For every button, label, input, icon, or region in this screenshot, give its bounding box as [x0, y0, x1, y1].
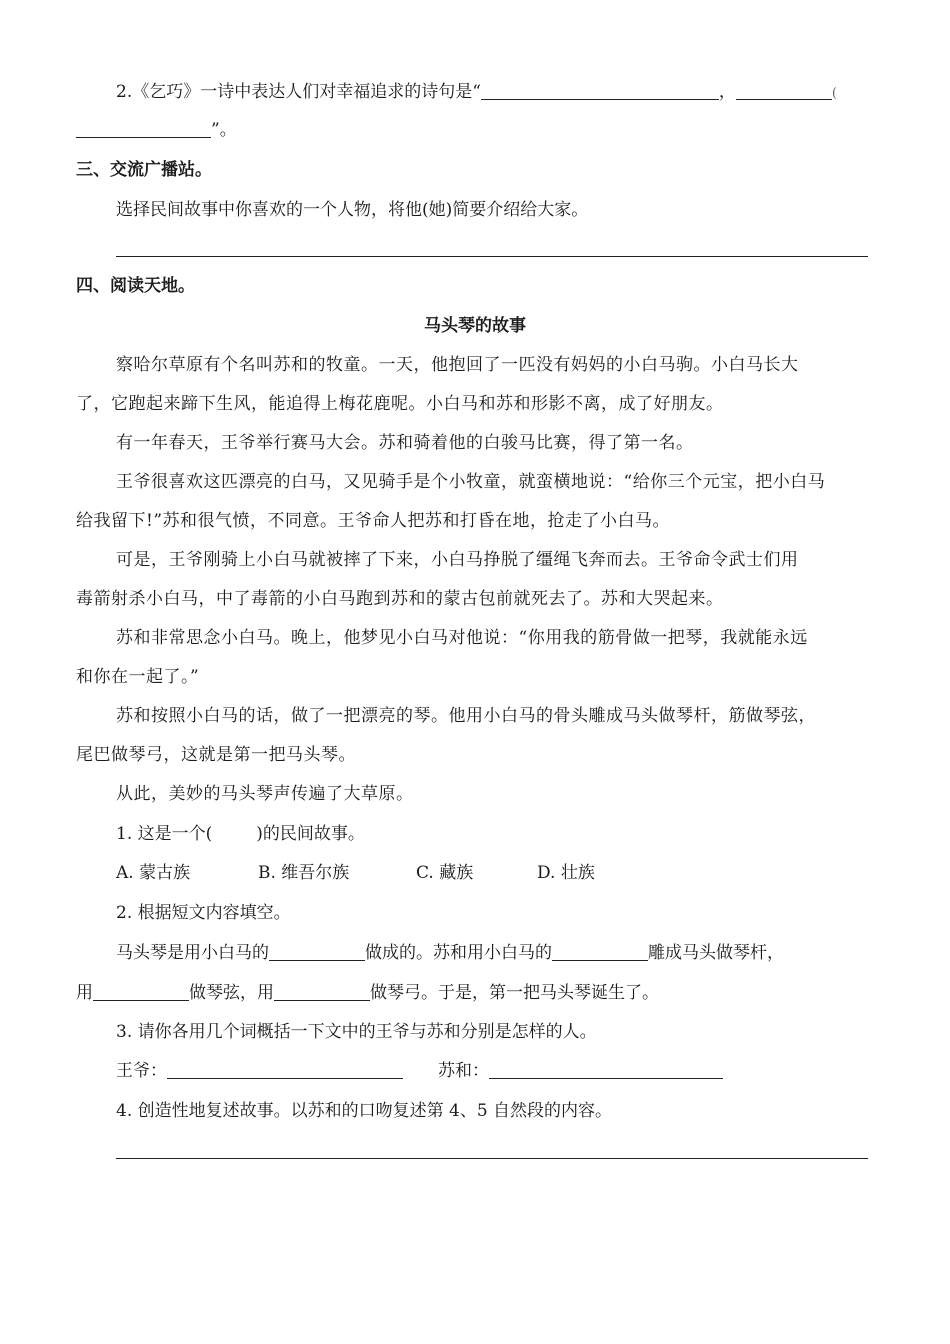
cut-off-char: (	[831, 86, 837, 101]
q3-wangye-line	[116, 1059, 403, 1083]
q2-text-a: 马头琴是用小白马的	[116, 943, 269, 963]
q3-suhe-blank[interactable]	[489, 1060, 723, 1079]
story-title: 马头琴的故事	[424, 316, 526, 336]
q2-blank-4[interactable]	[274, 982, 370, 1001]
q2-blank-1[interactable]	[269, 942, 365, 961]
q2-text-e: 做琴弦，用	[189, 983, 274, 1003]
poem-answer-blank-1[interactable]	[481, 81, 719, 100]
q2-text-d: 用	[76, 983, 93, 1003]
poem-question-line-2	[76, 118, 237, 142]
poem-question-line	[116, 80, 837, 106]
q2-text-b: 做成的。苏和用小白马的	[365, 943, 552, 963]
section-4-heading: 四、阅读天地。	[76, 276, 195, 296]
option-c[interactable]: C. 藏族	[416, 863, 474, 883]
question-1	[116, 822, 365, 846]
q2-text-c: 雕成马头做琴杆，	[648, 943, 784, 963]
option-a[interactable]: A. 蒙古族	[116, 863, 191, 883]
story-line: 可是，王爷刚骑上小白马就被摔了下来，小白马挣脱了缰绳飞奔而去。王爷命令武士们用	[116, 550, 799, 570]
q3-wangye-blank[interactable]	[167, 1060, 403, 1079]
q2-blank-2[interactable]	[552, 942, 648, 961]
question-1-text-b: )的民间故事。	[256, 824, 365, 844]
q3-wangye-label: 王爷：	[116, 1061, 167, 1081]
story-line: 察哈尔草原有个名叫苏和的牧童。一天，他抱回了一匹没有妈妈的小白马驹。小白马长大	[116, 355, 799, 375]
poem-comma: ，	[718, 82, 736, 102]
question-2: 2. 根据短文内容填空。	[116, 903, 291, 923]
poem-question-text: 2.《乞巧》一诗中表达人们对幸福追求的诗句是“	[116, 82, 481, 102]
poem-answer-blank-2[interactable]	[736, 81, 832, 100]
poem-answer-blank-3[interactable]	[76, 119, 211, 138]
q2-text-f: 做琴弓。于是，第一把马头琴诞生了。	[370, 983, 659, 1003]
option-b[interactable]: B. 维吾尔族	[258, 863, 350, 883]
question-4: 4. 创造性地复述故事。以苏和的口吻复述第 4、5 自然段的内容。	[116, 1101, 613, 1121]
story-line: 尾巴做琴弓，这就是第一把马头琴。	[76, 745, 356, 765]
question-2-line-2	[76, 981, 659, 1005]
story-line: 从此，美妙的马头琴声传遍了大草原。	[116, 784, 414, 804]
question-4-answer-line[interactable]	[116, 1158, 868, 1159]
q3-suhe-label: 苏和：	[438, 1061, 489, 1081]
story-line: 给我留下!”苏和很气愤，不同意。王爷命人把苏和打昏在地，抢走了小白马。	[76, 511, 671, 531]
q2-blank-3[interactable]	[93, 982, 189, 1001]
story-line: 和你在一起了。”	[76, 667, 200, 687]
story-line: 苏和非常思念小白马。晚上，他梦见小白马对他说：“你用我的筋骨做一把琴，我就能永远	[116, 628, 808, 648]
option-d[interactable]: D. 壮族	[537, 863, 595, 883]
section-3-prompt: 选择民间故事中你喜欢的一个人物，将他(她)简要介绍给大家。	[116, 200, 589, 220]
story-line: 毒箭射杀小白马，中了毒箭的小白马跑到苏和的蒙古包前就死去了。苏和大哭起来。	[76, 589, 724, 609]
story-line: 王爷很喜欢这匹漂亮的白马，又见骑手是个小牧童，就蛮横地说：“给你三个元宝，把小白马	[116, 472, 826, 492]
q3-suhe-line	[438, 1059, 723, 1083]
story-line: 有一年春天，王爷举行赛马大会。苏和骑着他的白骏马比赛，得了第一名。	[116, 433, 694, 453]
section-3-answer-line[interactable]	[116, 256, 868, 257]
story-line: 苏和按照小白马的话，做了一把漂亮的琴。他用小白马的骨头雕成马头做琴杆，筋做琴弦，	[116, 706, 816, 726]
story-line: 了，它跑起来蹄下生风，能追得上梅花鹿呢。小白马和苏和形影不离，成了好朋友。	[76, 394, 724, 414]
question-1-text-a: 1. 这是一个(	[116, 824, 213, 844]
poem-close-quote: ”。	[211, 120, 237, 140]
question-2-line-1	[116, 941, 784, 965]
section-3-heading: 三、交流广播站。	[76, 160, 212, 180]
question-3: 3. 请你各用几个词概括一下文中的王爷与苏和分别是怎样的人。	[116, 1022, 597, 1042]
